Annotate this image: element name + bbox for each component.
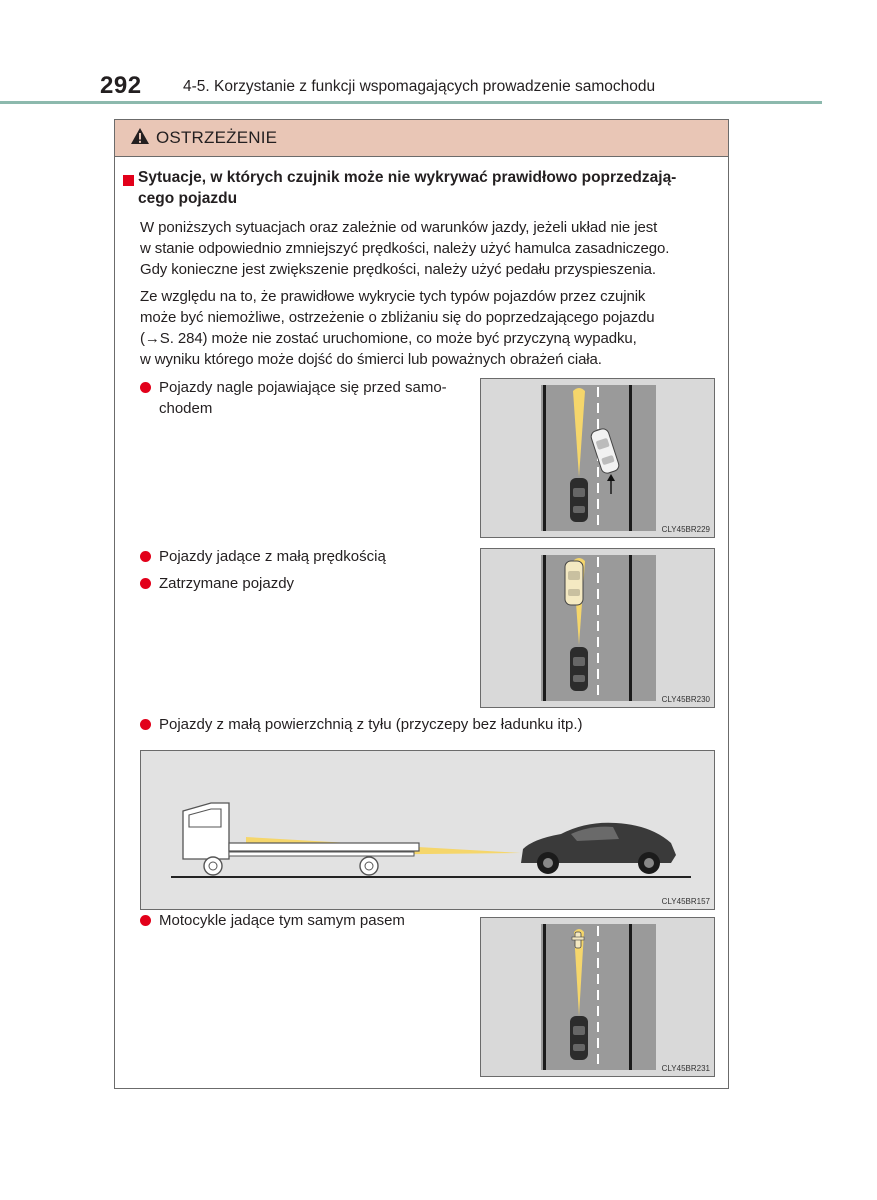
section-title bbox=[138, 167, 723, 209]
bullet-item bbox=[140, 573, 294, 594]
paragraph-line: (→S. 284) może nie zostać uruchomione, co może być przyczyną wypadku, bbox=[140, 330, 637, 347]
paragraph-line: W poniższych sytuacjach oraz zależnie od warunków jazdy, jeżeli układ nie jest bbox=[140, 219, 658, 236]
paragraph-2 bbox=[140, 286, 725, 370]
section-title-line: Sytuacje, w których czujnik może nie wykrywać prawidłowo poprzedzają- bbox=[138, 169, 677, 186]
page-number: 292 bbox=[100, 72, 142, 99]
paragraph-line: w stanie odpowiednio zmniejszyć prędkości, należy użyć hamulca zasadniczego. bbox=[140, 240, 670, 257]
bullet-text: Motocykle jadące tym samym pasem bbox=[159, 912, 405, 929]
bullet-item bbox=[140, 910, 405, 931]
figure-slow-vehicle bbox=[480, 548, 715, 708]
warning-box bbox=[114, 119, 729, 1089]
bullet-item bbox=[140, 714, 583, 735]
paragraph-line: w wyniku którego może dojść do śmierci lub poważnych obrażeń ciała. bbox=[140, 351, 602, 368]
figure-code: CLY45BR229 bbox=[661, 525, 710, 534]
bullet-item bbox=[140, 546, 386, 567]
paragraph-line: może być niemożliwe, ostrzeżenie o zbliżaniu się do poprzedzającego pojazdu bbox=[140, 309, 655, 326]
figure-code: CLY45BR157 bbox=[661, 897, 710, 906]
paragraph-line: Ze względu na to, że prawidłowe wykrycie tych typów pojazdów przez czujnik bbox=[140, 288, 646, 305]
warning-triangle-icon bbox=[130, 127, 150, 150]
paragraph-line: Gdy konieczne jest zwiększenie prędkości, należy użyć pedału przyspieszenia. bbox=[140, 261, 656, 278]
section-title-line: cego pojazdu bbox=[138, 190, 238, 207]
figure-trailer bbox=[140, 750, 715, 910]
paragraph-1 bbox=[140, 217, 725, 280]
warning-title: OSTRZEŻENIE bbox=[156, 128, 278, 147]
warning-header bbox=[115, 120, 728, 157]
figure-code: CLY45BR230 bbox=[661, 695, 710, 704]
section-marker bbox=[123, 175, 134, 186]
bullet-text: Pojazdy z małą powierzchnią z tyłu (przyczepy bez ładunku itp.) bbox=[159, 716, 583, 733]
figure-cut-in-vehicle bbox=[480, 378, 715, 538]
figure-motorcycle bbox=[480, 917, 715, 1077]
bullet-item bbox=[140, 377, 447, 419]
bullet-text: Pojazdy nagle pojawiające się przed samo- bbox=[159, 379, 447, 396]
bullet-text: Zatrzymane pojazdy bbox=[159, 575, 295, 592]
header-rule bbox=[0, 101, 822, 104]
bullet-text: Pojazdy jadące z małą prędkością bbox=[159, 548, 386, 565]
chapter-title: 4-5. Korzystanie z funkcji wspomagających prowadzenie samochodu bbox=[183, 78, 656, 95]
bullet-text: chodem bbox=[159, 400, 213, 417]
figure-code: CLY45BR231 bbox=[661, 1064, 710, 1073]
